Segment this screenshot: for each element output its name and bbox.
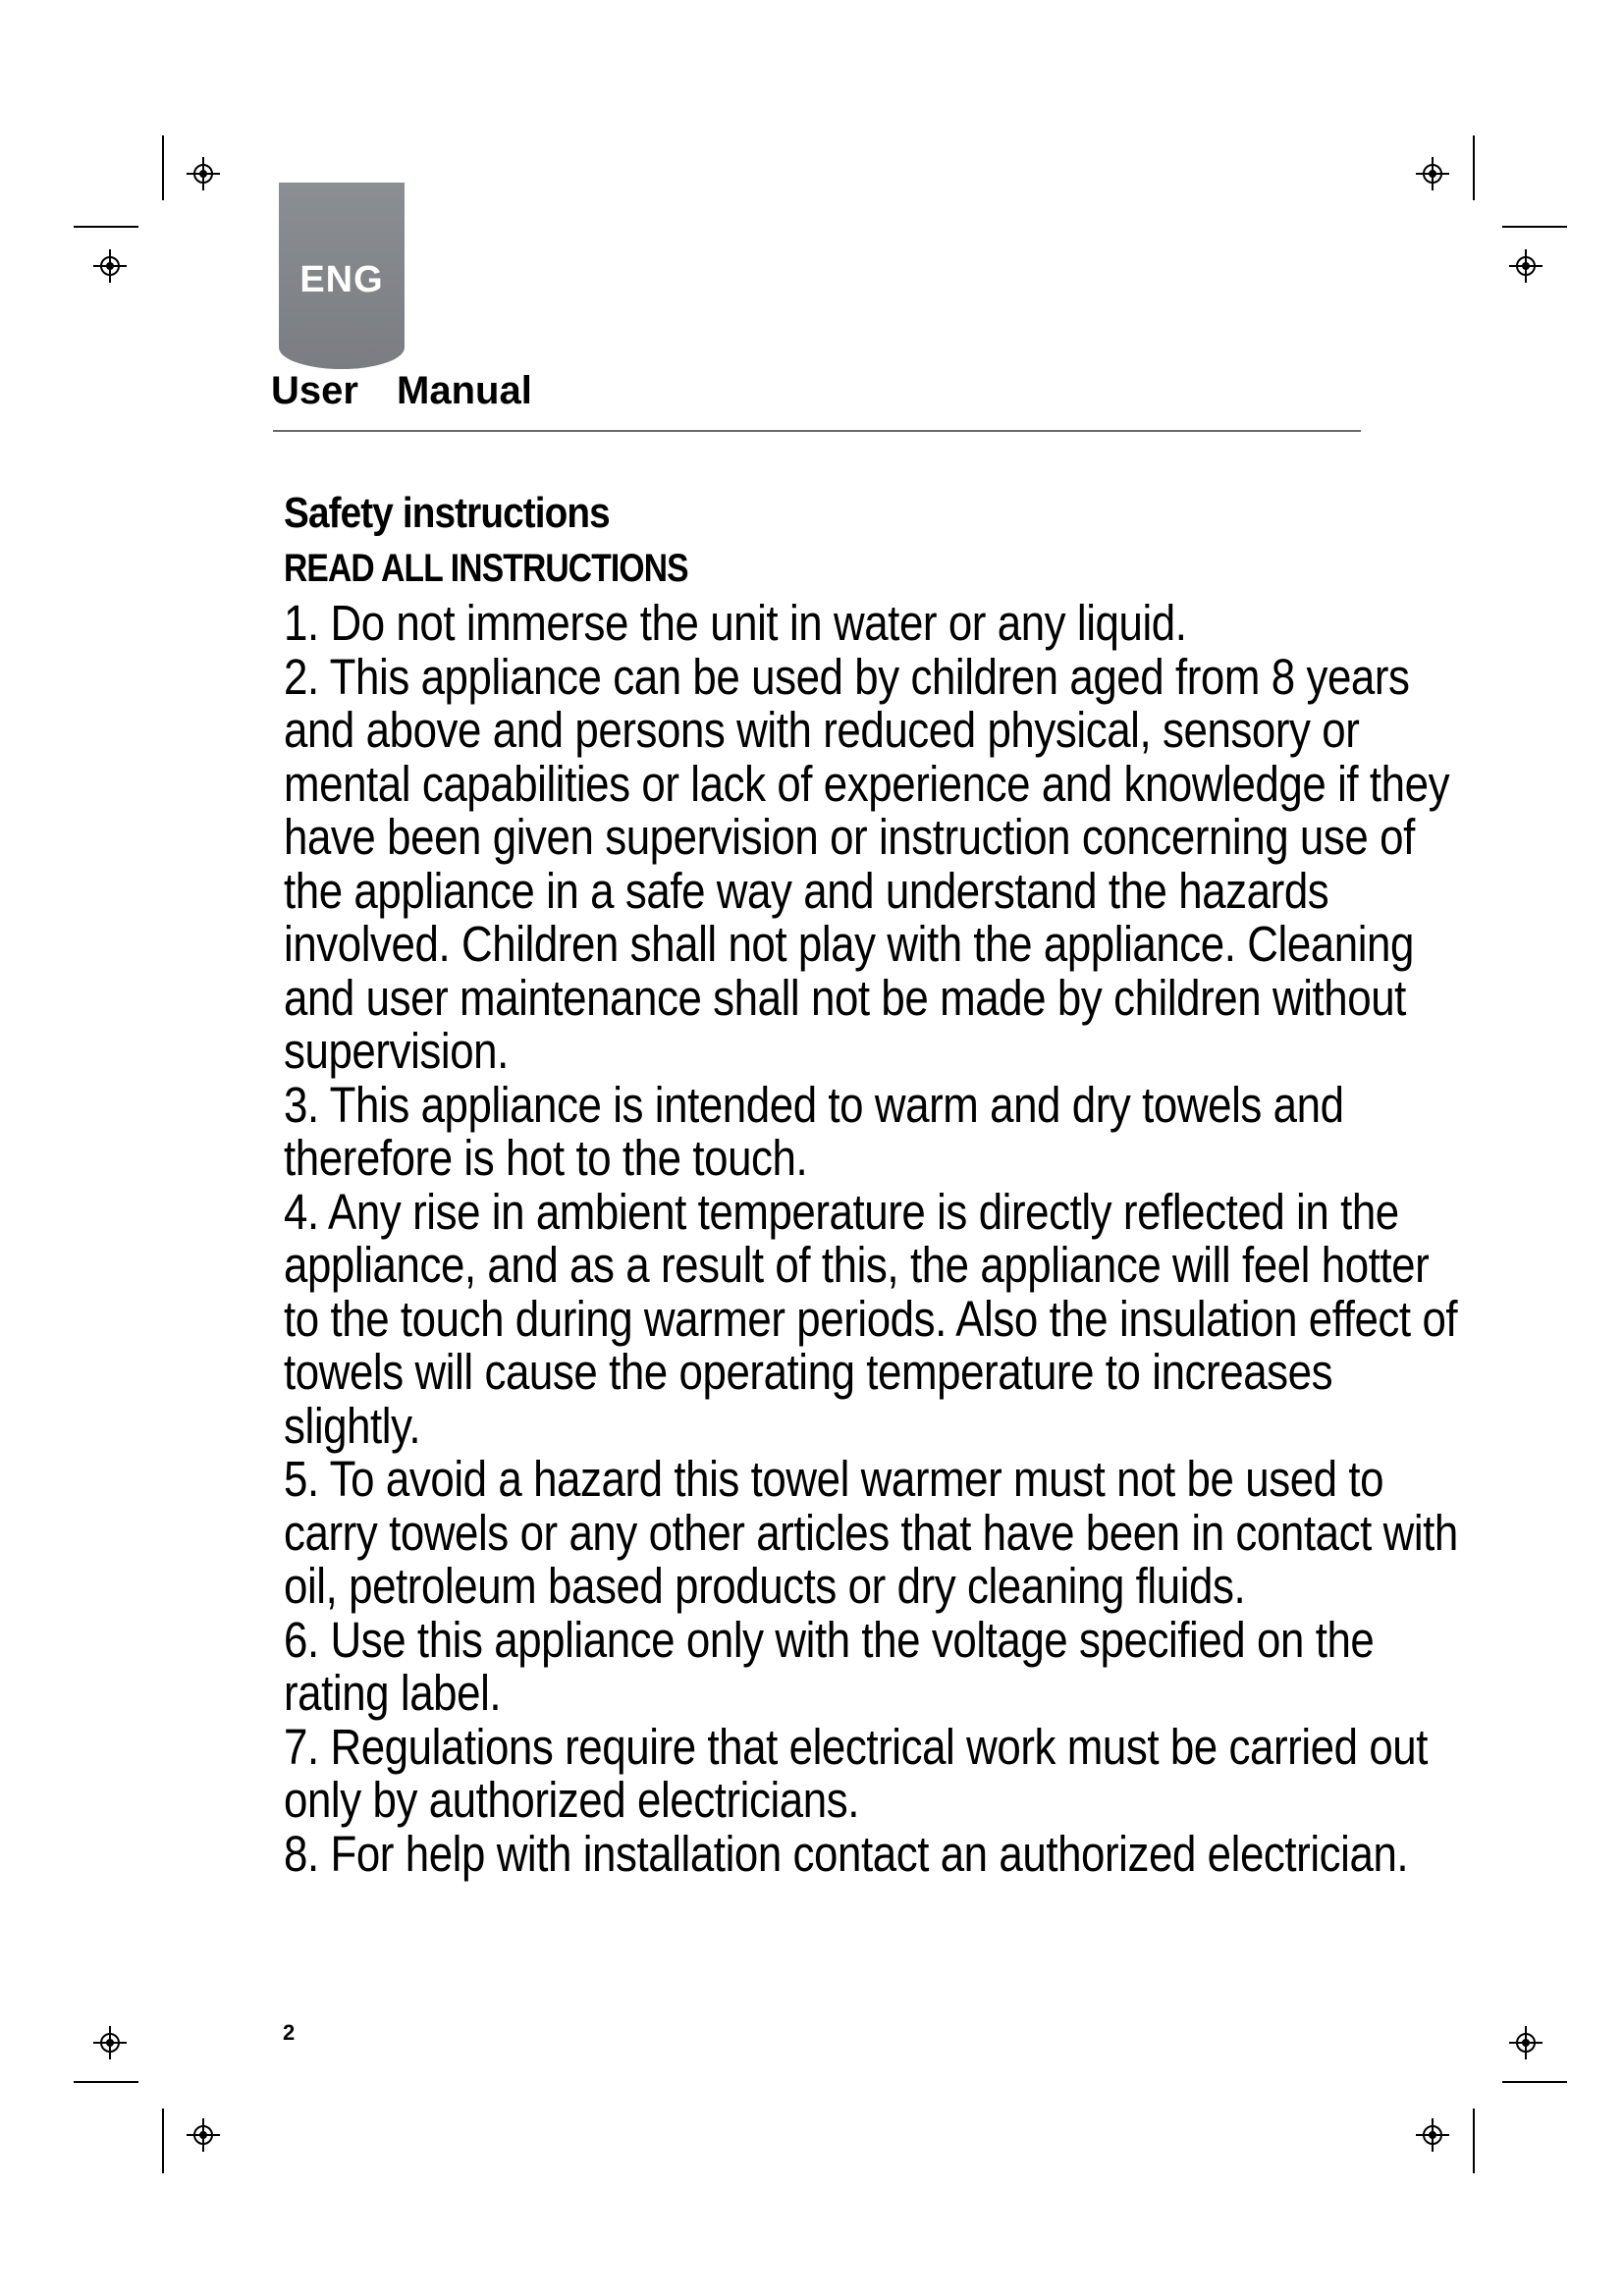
crop-mark-bottom-left-vertical (162, 2109, 164, 2173)
section-title: Safety instructions (284, 489, 610, 537)
registration-crosshair-icon (91, 247, 129, 285)
section-subtitle: READ ALL INSTRUCTIONS (284, 547, 688, 590)
instruction-item-7: 7. Regulations require that electrical work must be carried out only by authorized electricians. (284, 1718, 1429, 1828)
document-header-title: User Manual (271, 369, 532, 412)
registration-crosshair-icon (1414, 155, 1451, 192)
language-tab (279, 183, 405, 369)
instruction-item-3: 3. This appliance is intended to warm and dry towels and therefore is hot to the touch. (284, 1076, 1344, 1186)
crop-mark-bottom-right-horizontal (1502, 2081, 1567, 2083)
header-divider (273, 430, 1361, 432)
crop-mark-top-right-horizontal (1502, 226, 1567, 228)
language-tab-label: ENG (299, 259, 384, 300)
instruction-list (284, 597, 1491, 1881)
instruction-item-1: 1. Do not immerse the unit in water or any liquid. (284, 595, 1187, 651)
instruction-item-6: 6. Use this appliance only with the voltage specified on the rating label. (284, 1611, 1375, 1721)
instruction-item-4: 4. Any rise in ambient temperature is directly reflected in the appliance, and as a result of this, the appliance will feel hotter to the touch during warmer periods. Also the insulation effect of towels will cause the operating temperature to increases slightly. (284, 1183, 1458, 1454)
crop-mark-top-right-vertical (1473, 135, 1475, 200)
instruction-item-5: 5. To avoid a hazard this towel warmer must not be used to carry towels or any other articles that have been in contact with oil, petroleum based products or dry cleaning fluids. (284, 1451, 1458, 1614)
registration-crosshair-icon (91, 2024, 129, 2061)
registration-crosshair-icon (1507, 2024, 1544, 2061)
crop-mark-bottom-left-horizontal (74, 2081, 138, 2083)
instruction-item-8: 8. For help with installation contact an authorized electrician. (284, 1825, 1409, 1882)
registration-crosshair-icon (1414, 2116, 1451, 2154)
instruction-item-2: 2. This appliance can be used by children aged from 8 years and above and persons with reduced physical, sensory or mental capabilities or lack of experience and knowledge if they have been given supervision or instruction concerning use of the appliance in a safe way and understand the hazards involved. Children shall not play with the appliance. Cleaning and user maintenance shall not be made by children without supervision. (284, 648, 1450, 1079)
crop-mark-top-left-horizontal (74, 226, 138, 228)
registration-crosshair-icon (185, 155, 222, 192)
registration-crosshair-icon (185, 2116, 222, 2154)
crop-mark-bottom-right-vertical (1473, 2109, 1475, 2173)
registration-crosshair-icon (1507, 247, 1544, 285)
page-number: 2 (283, 2020, 296, 2045)
crop-mark-top-left-vertical (162, 135, 164, 200)
safety-section (284, 487, 1491, 1881)
